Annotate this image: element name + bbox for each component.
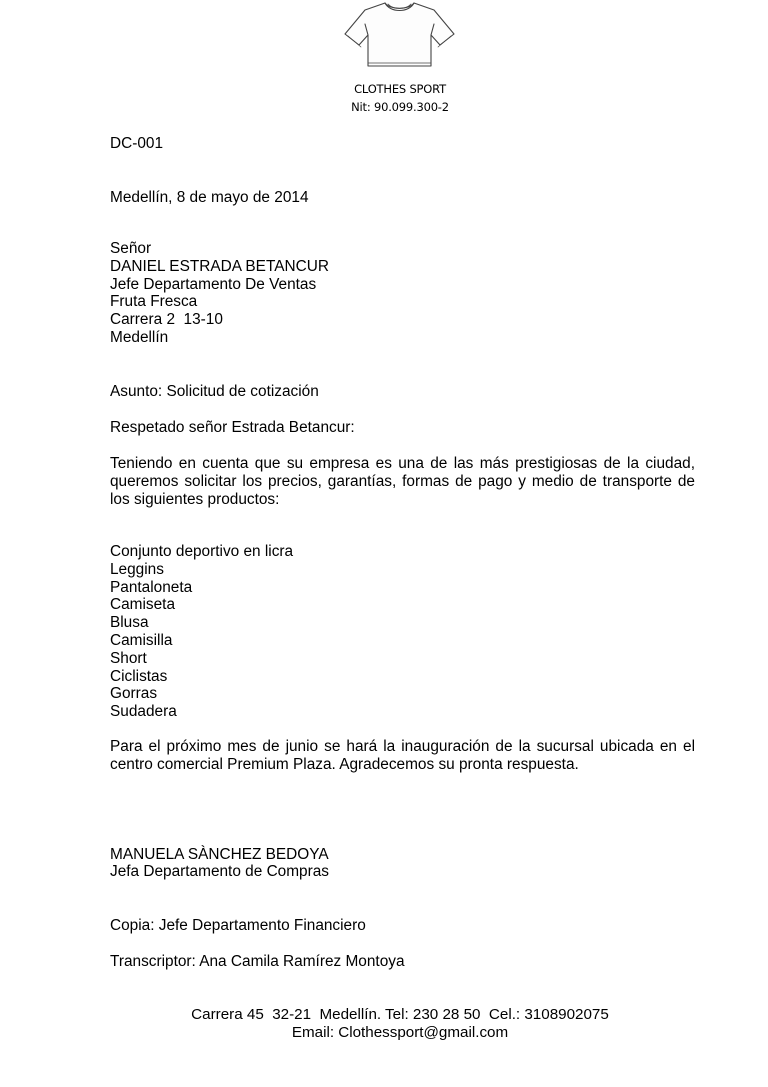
transcriber-line: Transcriptor: Ana Camila Ramírez Montoya bbox=[110, 953, 405, 970]
sender-name: MANUELA SÀNCHEZ BEDOYA bbox=[110, 846, 329, 863]
tshirt-logo-icon bbox=[337, 0, 462, 70]
recipient-address: Carrera 2 13-10 bbox=[110, 311, 223, 328]
list-item: Gorras bbox=[110, 685, 158, 703]
place-date: Medellín, 8 de mayo de 2014 bbox=[110, 189, 309, 206]
list-item: Sudadera bbox=[110, 703, 177, 721]
company-header bbox=[300, 80, 500, 116]
recipient-name: DANIEL ESTRADA BETANCUR bbox=[110, 258, 329, 275]
copy-line: Copia: Jefe Departamento Financiero bbox=[110, 917, 366, 934]
list-item: Leggins bbox=[110, 560, 164, 578]
company-name: CLOTHES SPORT bbox=[354, 82, 446, 96]
body-paragraph: Teniendo en cuenta que su empresa es una de las más prestigiosas de la ciudad, queremos solicitar los precios, garantías, formas de pago y medio de transporte de los siguientes productos: bbox=[110, 455, 695, 508]
recipient-city: Medellín bbox=[110, 329, 169, 346]
recipient-salutation-title: Señor bbox=[110, 240, 152, 257]
recipient-position: Jefe Departamento De Ventas bbox=[110, 276, 317, 293]
footer bbox=[100, 1006, 700, 1041]
list-item: Blusa bbox=[110, 614, 149, 632]
list-item: Conjunto deportivo en licra bbox=[110, 543, 294, 560]
product-list bbox=[110, 543, 293, 721]
company-nit: Nit: 90.099.300-2 bbox=[351, 100, 449, 114]
greeting: Respetado señor Estrada Betancur: bbox=[110, 419, 355, 436]
list-item: Pantaloneta bbox=[110, 578, 193, 596]
subject-line: Asunto: Solicitud de cotización bbox=[110, 383, 319, 400]
closing-paragraph: Para el próximo mes de junio se hará la inauguración de la sucursal ubicada en el centro comercial Premium Plaza. Agradecemos su pronta respuesta. bbox=[110, 738, 695, 773]
list-item: Camiseta bbox=[110, 596, 176, 614]
document-code: DC-001 bbox=[110, 135, 164, 152]
sender-position: Jefa Departamento de Compras bbox=[110, 863, 330, 880]
footer-address: Carrera 45 32-21 Medellín. Tel: 230 28 50 Cel.: 3108902075 bbox=[191, 1006, 609, 1023]
recipient-company: Fruta Fresca bbox=[110, 293, 198, 310]
footer-email: Email: Clothessport@gmail.com bbox=[291, 1023, 509, 1041]
list-item: Short bbox=[110, 649, 147, 667]
list-item: Camisilla bbox=[110, 631, 173, 649]
list-item: Ciclistas bbox=[110, 667, 168, 685]
